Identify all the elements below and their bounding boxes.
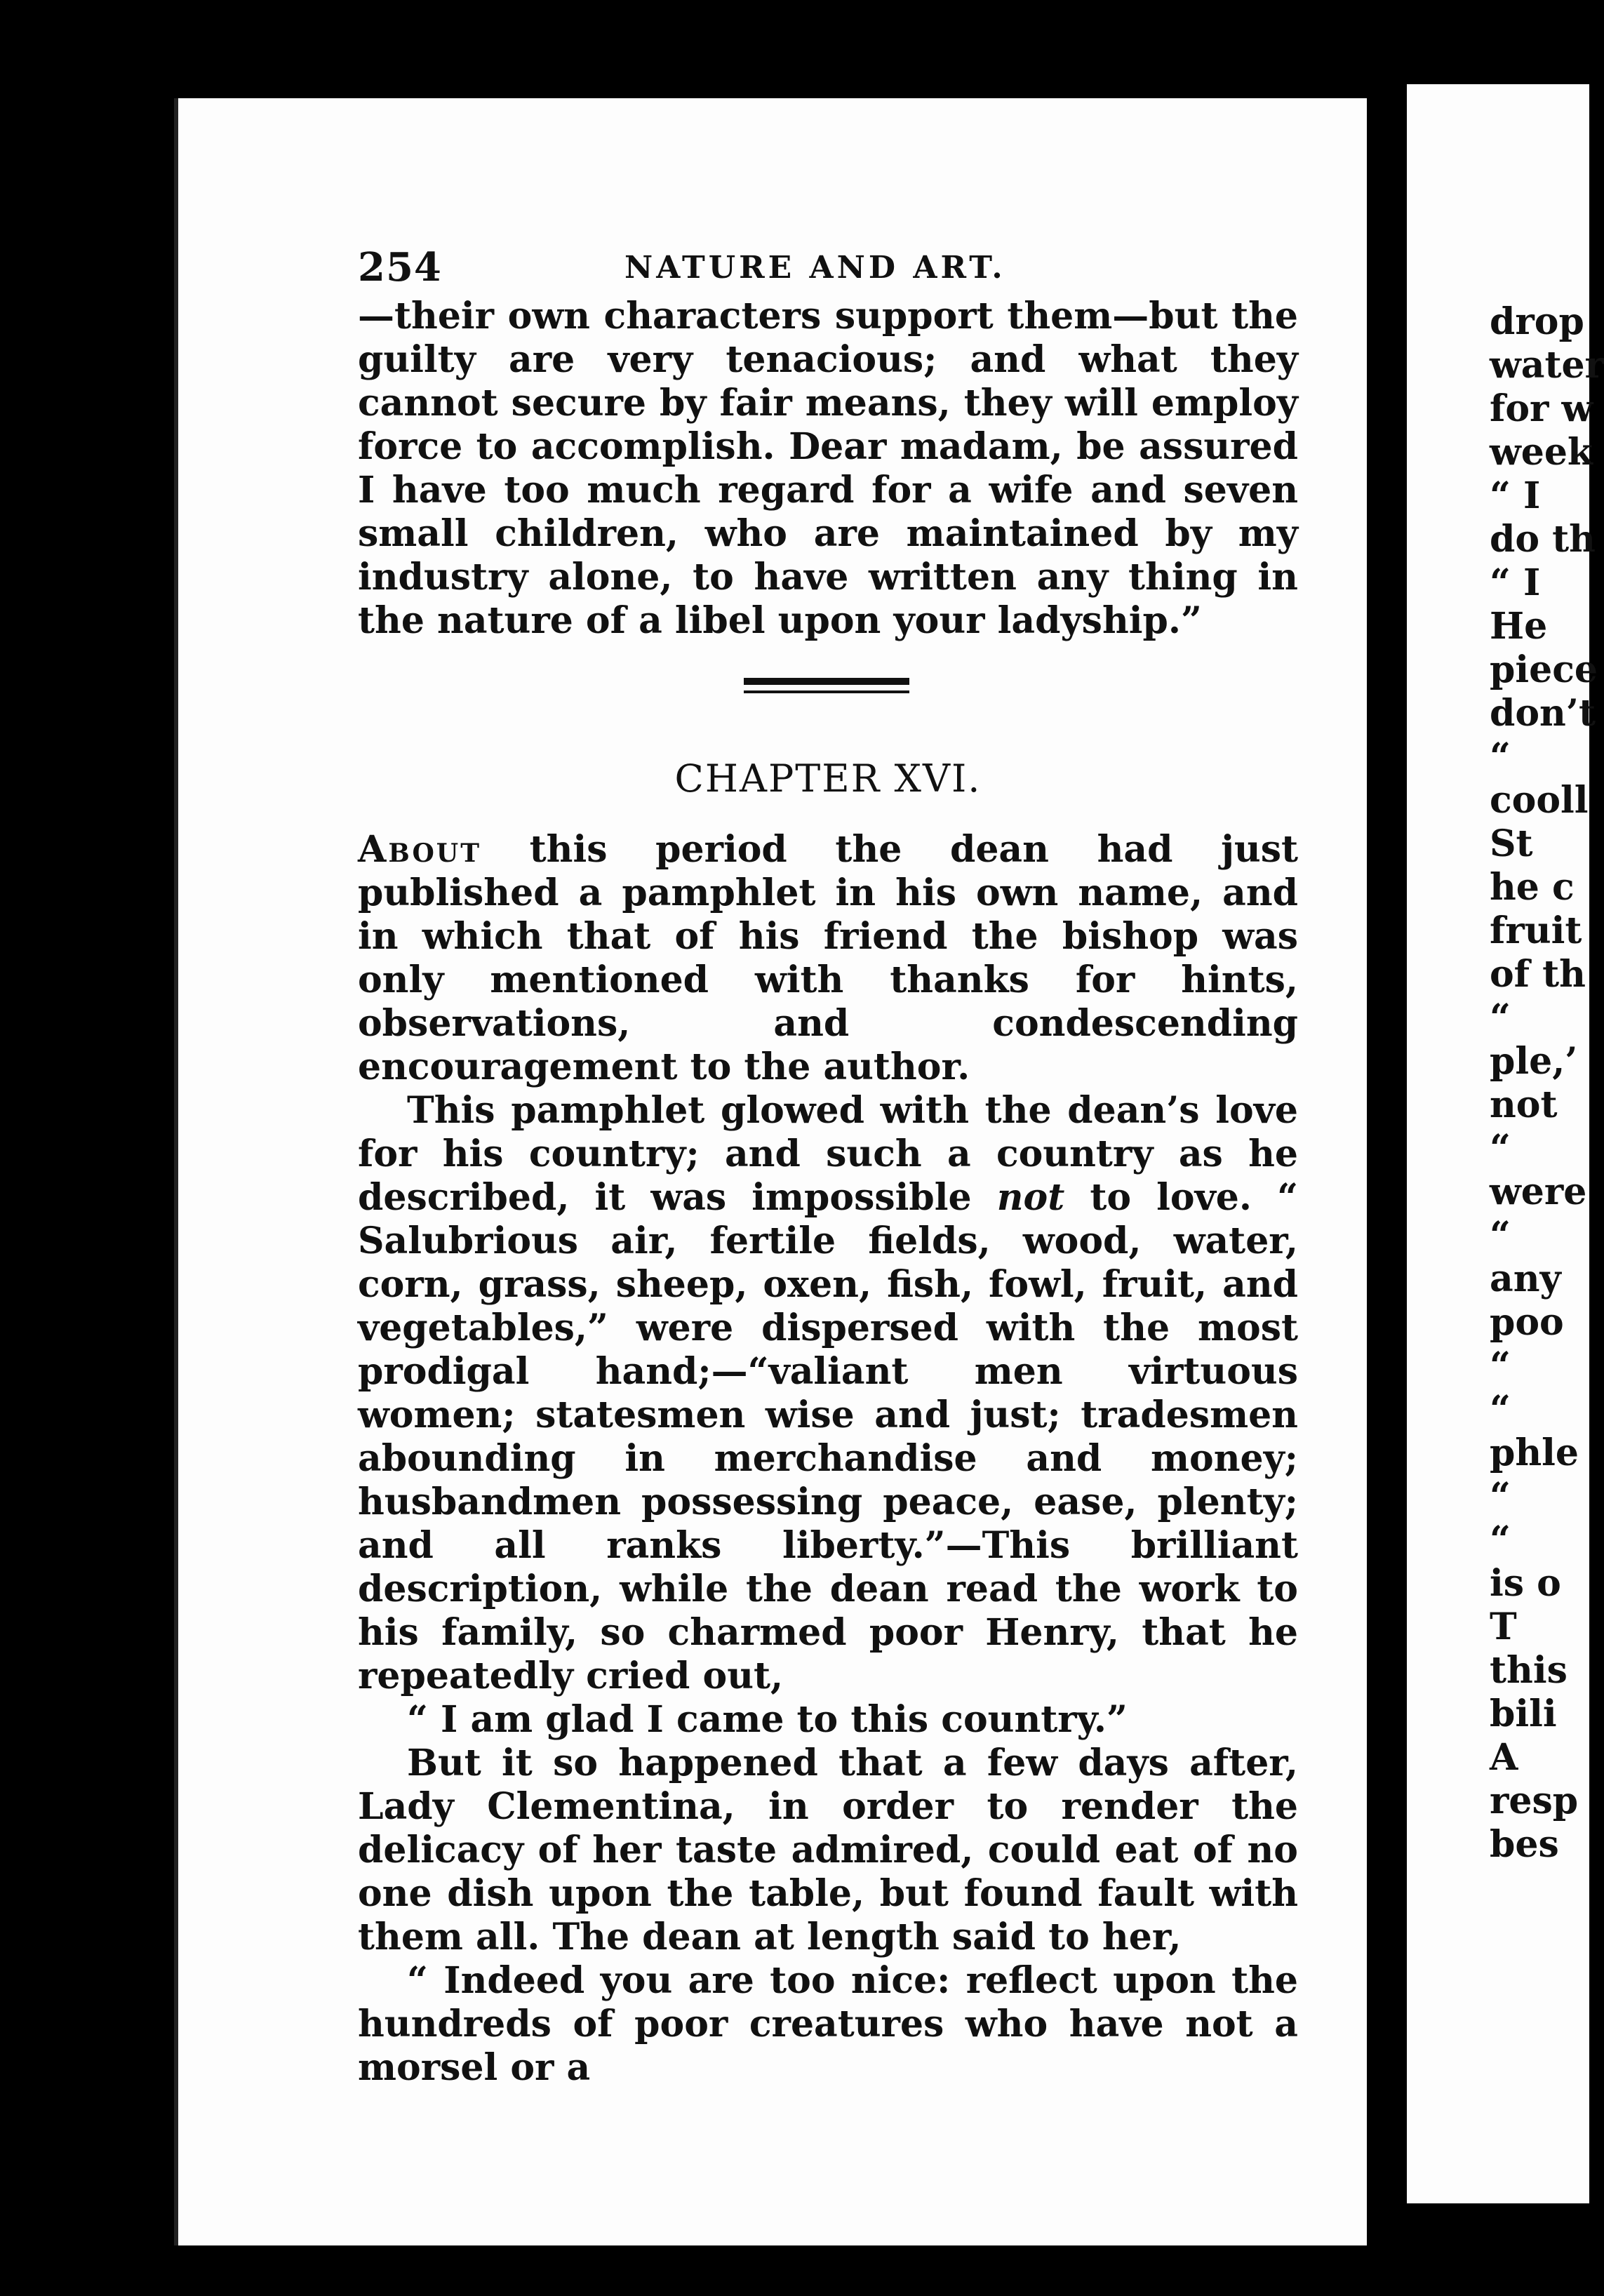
right-page-line: ple,’ xyxy=(1490,1040,1578,1083)
right-page-line: piece xyxy=(1490,648,1598,691)
right-page-line: “ xyxy=(1490,1519,1511,1561)
right-page-line: drop xyxy=(1490,300,1584,343)
right-page-line: “ xyxy=(1490,1388,1511,1431)
paragraph-1-rest: this period the dean had just published a pamphlet in his own name, and in which that of his friend the bishop was only mentioned with thanks for hints, observations, and condescending encouragement to the author. xyxy=(358,828,1298,1088)
right-page-lines xyxy=(1407,300,1604,1867)
right-page-line: week xyxy=(1490,431,1593,474)
right-page-line: of th xyxy=(1490,953,1586,996)
right-page-line: do th xyxy=(1490,518,1596,561)
paragraph-2-end: to love. “ Salubrious air, fertile fields, wood, water, corn, grass, sheep, oxen, fish, fowl, fruit, and vegetables,” were dispersed with the most prodigal hand;—“valiant men virtuous women; statesmen wise and just; tradesmen abounding in merchandise and money; husbandmen possessing peace, ease, plenty; and all ranks liberty.”—This brilliant description, while the dean read the work to his family, so charmed poor Henry, that he repeatedly cried out, xyxy=(358,1176,1298,1697)
right-page-line: not xyxy=(1490,1083,1558,1126)
paragraph-top: —their own characters support them—but the guilty are very tenacious; and what they cannot secure by fair means, they will employ force to accomplish. Dear madam, be assured I have too much regard for a wife and seven small children, who are maintained by my industry alone, to have written any thing in the nature of a libel upon your ladyship.” xyxy=(358,295,1298,642)
right-page-line: phle xyxy=(1490,1431,1579,1474)
right-page-line: cooll xyxy=(1490,779,1589,822)
right-page-line: bes xyxy=(1490,1823,1559,1866)
paragraph-5: “ Indeed you are too nice: reflect upon the hundreds of poor creatures who have not a morsel or a xyxy=(358,1959,1298,2089)
paragraph-2-emphasis: not xyxy=(996,1176,1065,1219)
paragraph-3: “ I am glad I came to this country.” xyxy=(407,1698,1128,1741)
divider-thick-rule xyxy=(744,678,909,685)
right-page-line: bili xyxy=(1490,1693,1557,1735)
right-page-line: “ xyxy=(1490,1127,1511,1170)
paragraph-1 xyxy=(358,828,1298,1089)
right-page-line: this xyxy=(1490,1649,1568,1692)
right-page-line: he c xyxy=(1490,866,1575,909)
divider-thin-rule xyxy=(744,690,909,693)
paragraph-1-lead: About xyxy=(358,828,481,871)
page-header xyxy=(358,244,1298,300)
right-page-line: St xyxy=(1490,822,1533,865)
right-page-line: He xyxy=(1490,605,1548,648)
right-page-line: “ I xyxy=(1490,561,1541,604)
right-page-line: poo xyxy=(1490,1301,1564,1344)
right-page-line: “ xyxy=(1490,735,1511,778)
continued-paragraph xyxy=(358,295,1298,643)
paragraph-2 xyxy=(358,1089,1298,1698)
right-page-line: any xyxy=(1490,1257,1561,1300)
right-page-line: don’t xyxy=(1490,692,1596,735)
right-page-line: fruit xyxy=(1490,909,1582,952)
chapter-body xyxy=(358,828,1298,2090)
right-page-line: were xyxy=(1490,1170,1587,1213)
right-page xyxy=(1407,84,1604,2203)
paragraph-4: But it so happened that a few days after, Lady Clementina, in order to render the delicacy of her taste admired, could eat of no one dish upon the table, but found fault with them all. The dean at length said to her, xyxy=(358,1742,1298,1958)
right-page-line: T xyxy=(1490,1606,1517,1648)
running-head: NATURE AND ART. xyxy=(624,250,1006,286)
right-page-line: “ I xyxy=(1490,474,1541,517)
right-page-line: resp xyxy=(1490,1780,1579,1822)
page-number: 254 xyxy=(358,244,442,291)
right-page-line: “ xyxy=(1490,996,1511,1039)
chapter-heading: CHAPTER XVI. xyxy=(674,756,982,801)
right-page-line: A xyxy=(1490,1736,1518,1779)
chapter-divider xyxy=(744,678,909,699)
right-page-line: “ xyxy=(1490,1344,1511,1387)
right-page-line: is o xyxy=(1490,1562,1561,1605)
right-page-line: “ xyxy=(1490,1214,1511,1257)
right-page-line: water xyxy=(1490,344,1604,387)
right-page-line: “ xyxy=(1490,1475,1511,1518)
paragraph-2-start: This pamphlet glowed with the dean’s love for his country; and such a country as he described, it was impossible xyxy=(358,1089,1298,1219)
right-page-line: for w xyxy=(1490,387,1593,430)
